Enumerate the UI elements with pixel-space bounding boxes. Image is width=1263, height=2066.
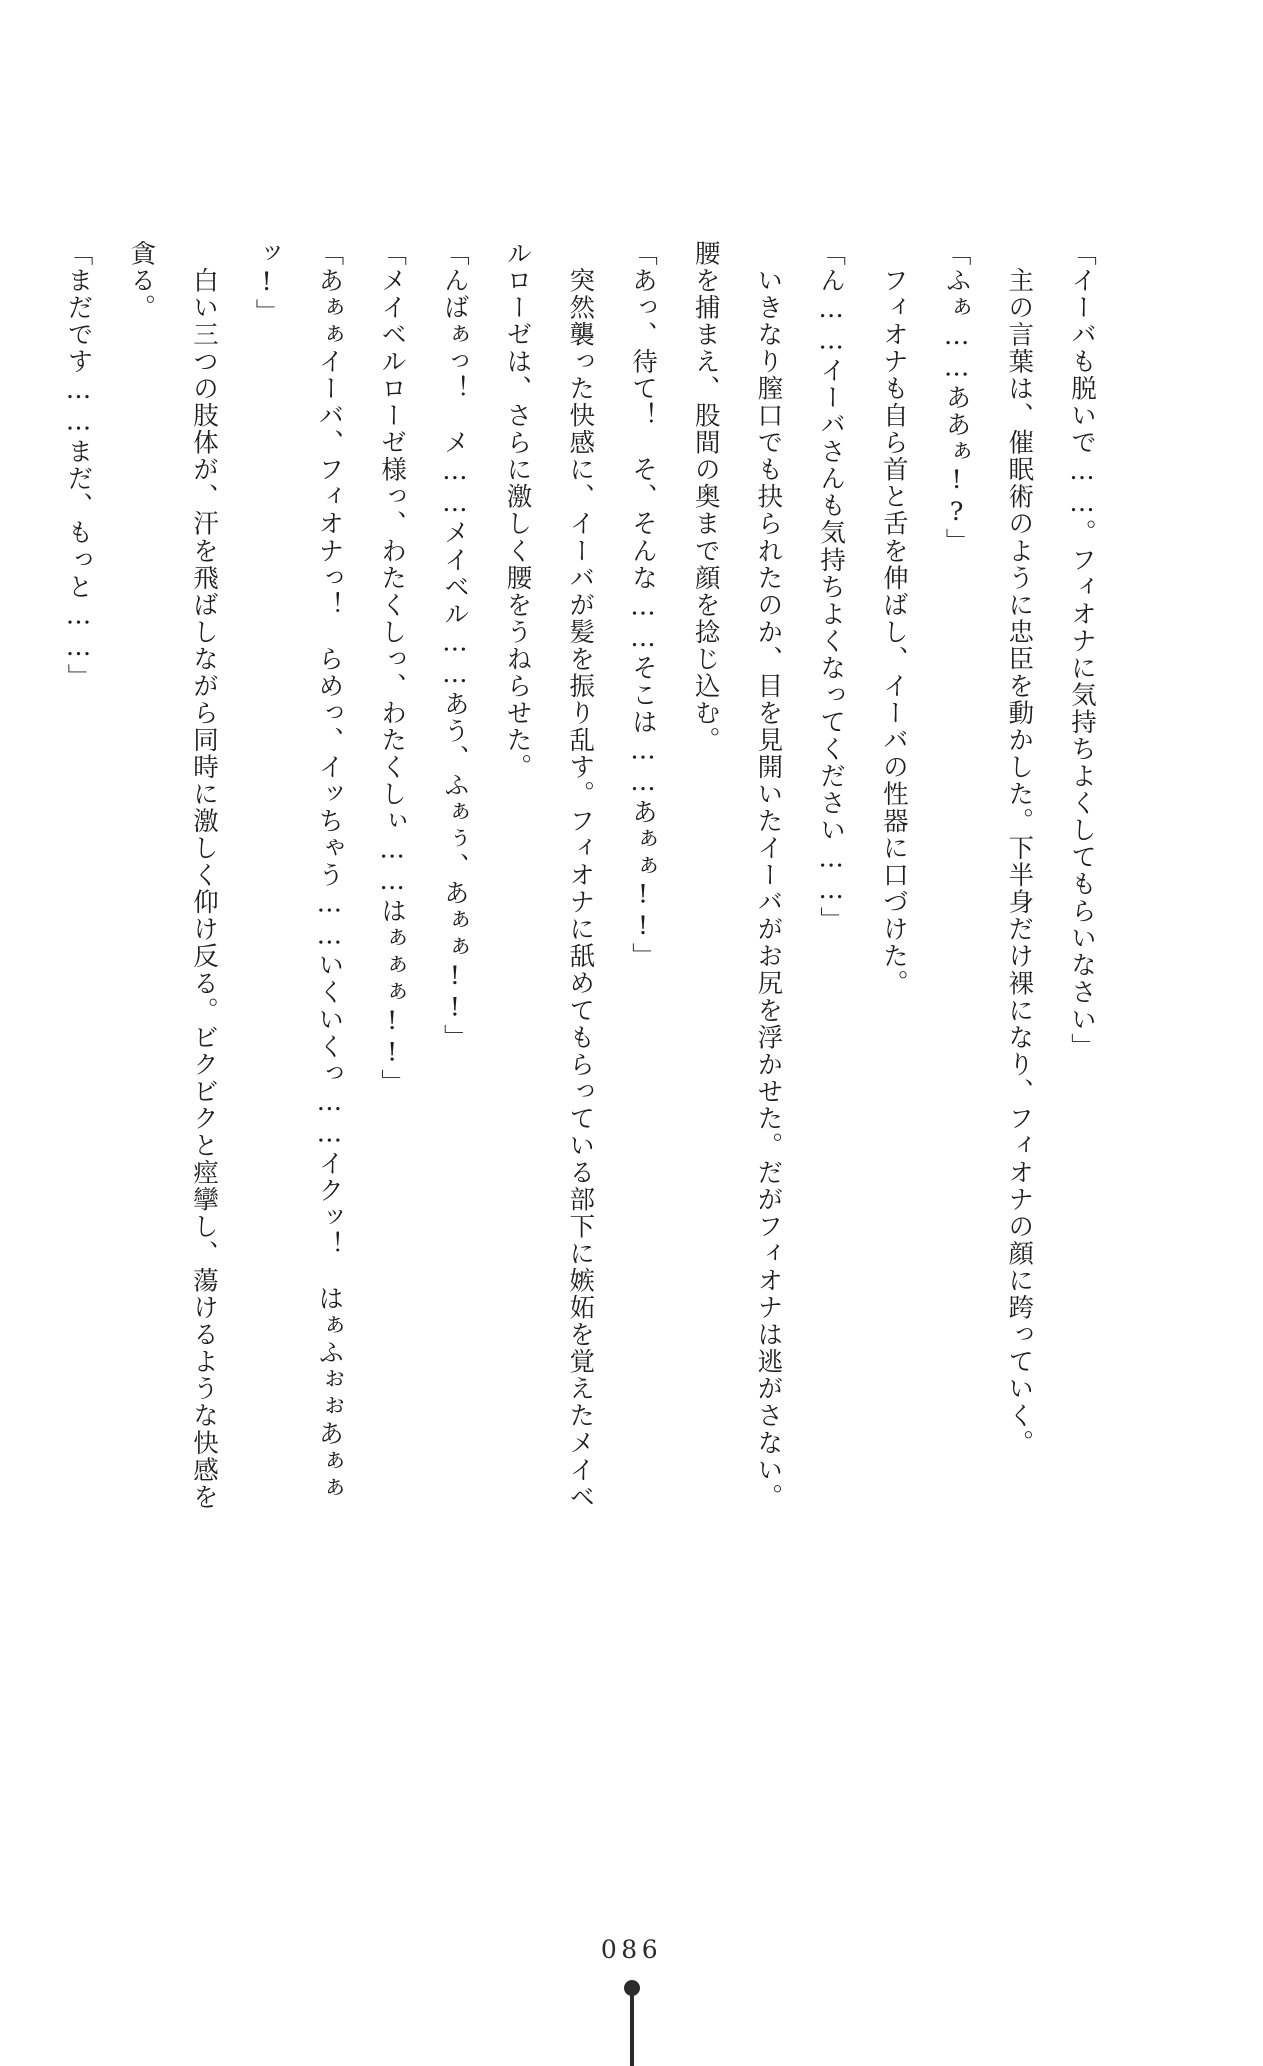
body-line: 白い三つの肢体が、汗を飛ばしながら同時に激しく仰け反る。ビクビクと痙攣し、蕩けるような快感を貪る。 xyxy=(126,240,219,1511)
body-line: 「あぁぁイーバ、フィオナっ！ らめっ、イッちゃう……いくいくっ……イクッ！ はぁふぉぉあぁぁッ!」 xyxy=(251,240,345,1502)
vertical-rule-icon xyxy=(630,1994,634,2066)
body-line: 「まだです……まだ、もっと……」 xyxy=(63,240,94,691)
body-line: 「メイベルローゼ様っ、わたくしっ、わたくしぃ……はぁぁぁ!!」 xyxy=(377,240,408,1096)
vertical-body-text xyxy=(63,240,1113,1525)
body-line: 主の言葉は、催眠術のように忠臣を動かした。下半身だけ裸になり、フィオナの顔に跨っていく。 xyxy=(1004,240,1035,1457)
body-line: 突然襲った快感に、イーバが髪を振り乱す。フィオナに舐めてもらっている部下に嫉妬を覚えたメイベルローゼは、さらに激しく腰をうねらせた。 xyxy=(502,240,596,1511)
body-line: 「んばぁっ！ メ……メイベル……あう、ふぁぅ、あぁぁ!!」 xyxy=(439,240,470,1051)
body-line: 「ふぁ……ああぁ!?」 xyxy=(941,240,972,556)
footer-ornament xyxy=(617,1980,647,2066)
body-line: いきなり膣口でも抉られたのか、目を見開いたイーバがお尻を浮かせた。だがフィオナは逃がさない。 腰を捕まえ、股間の奥まで顔を捻じ込む。 xyxy=(690,240,784,1525)
body-line: 「あっ、待て！ そ、そんな……そこは……あぁぁ!!」 xyxy=(627,240,658,970)
page-footer xyxy=(0,1886,1263,2066)
body-line: 「ん……イーバさんも気持ちよくなってください……」 xyxy=(816,240,847,934)
body-line: フィオナも自ら首と舌を伸ばし、イーバの性器に口づけた。 xyxy=(878,240,909,997)
page-number: 086 xyxy=(600,1935,663,1964)
body-line: 「イーバも脱いで……。フィオナに気持ちよくしてもらいなさい」 xyxy=(1067,240,1097,1060)
